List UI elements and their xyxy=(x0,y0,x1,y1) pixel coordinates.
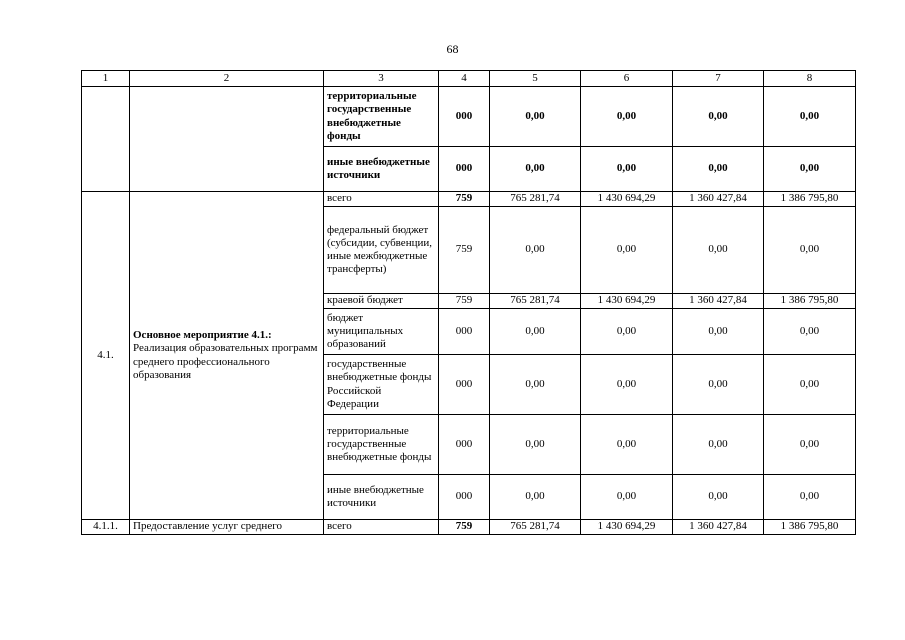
event-cell xyxy=(130,192,324,520)
value-cell: 1 386 795,80 xyxy=(764,520,856,535)
source-cell: всего xyxy=(324,520,439,535)
header-cell: 6 xyxy=(581,71,673,87)
code-cell: 759 xyxy=(439,207,490,294)
value-cell: 0,00 xyxy=(673,415,764,475)
value-cell: 1 430 694,29 xyxy=(581,294,673,309)
source-cell: бюджет муниципальных образований xyxy=(324,309,439,355)
code-cell: 759 xyxy=(439,520,490,535)
value-cell: 765 281,74 xyxy=(490,520,581,535)
value-cell: 0,00 xyxy=(490,207,581,294)
value-cell: 1 386 795,80 xyxy=(764,192,856,207)
value-cell: 0,00 xyxy=(581,309,673,355)
source-cell: государственные внебюджетные фонды Российской Федерации xyxy=(324,355,439,415)
code-cell: 000 xyxy=(439,355,490,415)
table-row xyxy=(82,520,856,535)
value-cell: 1 360 427,84 xyxy=(673,192,764,207)
value-cell: 0,00 xyxy=(764,309,856,355)
source-cell: краевой бюджет xyxy=(324,294,439,309)
source-cell: всего xyxy=(324,192,439,207)
value-cell: 1 360 427,84 xyxy=(673,294,764,309)
value-cell: 0,00 xyxy=(764,415,856,475)
value-cell: 0,00 xyxy=(673,475,764,520)
header-cell: 5 xyxy=(490,71,581,87)
code-cell: 759 xyxy=(439,192,490,207)
table-row xyxy=(82,87,856,147)
value-cell: 0,00 xyxy=(490,415,581,475)
event-title: Реализация образовательных программ среднего профессионального образования xyxy=(133,342,318,381)
value-cell: 0,00 xyxy=(581,207,673,294)
header-cell: 8 xyxy=(764,71,856,87)
header-cell: 1 xyxy=(82,71,130,87)
value-cell: 0,00 xyxy=(581,87,673,147)
source-cell: федеральный бюджет (субсидии, субвенции, иные межбюджетные трансферты) xyxy=(324,207,439,294)
header-cell: 7 xyxy=(673,71,764,87)
code-cell: 000 xyxy=(439,147,490,192)
value-cell: 0,00 xyxy=(581,475,673,520)
value-cell: 0,00 xyxy=(490,147,581,192)
source-cell: территориальные государственные внебюджетные фонды xyxy=(324,415,439,475)
value-cell: 0,00 xyxy=(581,415,673,475)
number-cell: 4.1. xyxy=(82,192,130,520)
source-cell: территориальные государственные внебюджетные фонды xyxy=(324,87,439,147)
code-cell: 000 xyxy=(439,87,490,147)
value-cell: 0,00 xyxy=(673,309,764,355)
header-row xyxy=(82,71,856,87)
value-cell: 0,00 xyxy=(581,147,673,192)
value-cell: 0,00 xyxy=(764,147,856,192)
event-cell: Предоставление услуг среднего xyxy=(130,520,324,535)
code-cell: 000 xyxy=(439,309,490,355)
value-cell: 0,00 xyxy=(490,309,581,355)
value-cell: 1 360 427,84 xyxy=(673,520,764,535)
value-cell: 0,00 xyxy=(764,475,856,520)
source-cell: иные внебюджетные источники xyxy=(324,147,439,192)
value-cell: 0,00 xyxy=(673,87,764,147)
code-cell: 000 xyxy=(439,415,490,475)
value-cell: 1 430 694,29 xyxy=(581,520,673,535)
value-cell: 765 281,74 xyxy=(490,294,581,309)
event-title-bold: Основное мероприятие 4.1.: xyxy=(133,329,272,342)
number-cell xyxy=(82,87,130,192)
header-cell: 3 xyxy=(324,71,439,87)
value-cell: 0,00 xyxy=(490,87,581,147)
value-cell: 0,00 xyxy=(581,355,673,415)
value-cell: 0,00 xyxy=(764,207,856,294)
event-cell xyxy=(130,87,324,192)
value-cell: 0,00 xyxy=(673,147,764,192)
number-cell: 4.1.1. xyxy=(82,520,130,535)
header-cell: 4 xyxy=(439,71,490,87)
value-cell: 1 430 694,29 xyxy=(581,192,673,207)
value-cell: 0,00 xyxy=(490,475,581,520)
value-cell: 0,00 xyxy=(764,87,856,147)
value-cell: 0,00 xyxy=(673,207,764,294)
page-number: 68 xyxy=(446,42,459,56)
header-cell: 2 xyxy=(130,71,324,87)
value-cell: 1 386 795,80 xyxy=(764,294,856,309)
source-cell: иные внебюджетные источники xyxy=(324,475,439,520)
budget-table xyxy=(81,70,856,535)
value-cell: 0,00 xyxy=(490,355,581,415)
code-cell: 759 xyxy=(439,294,490,309)
value-cell: 0,00 xyxy=(673,355,764,415)
table-row xyxy=(82,192,856,207)
value-cell: 765 281,74 xyxy=(490,192,581,207)
value-cell: 0,00 xyxy=(764,355,856,415)
code-cell: 000 xyxy=(439,475,490,520)
